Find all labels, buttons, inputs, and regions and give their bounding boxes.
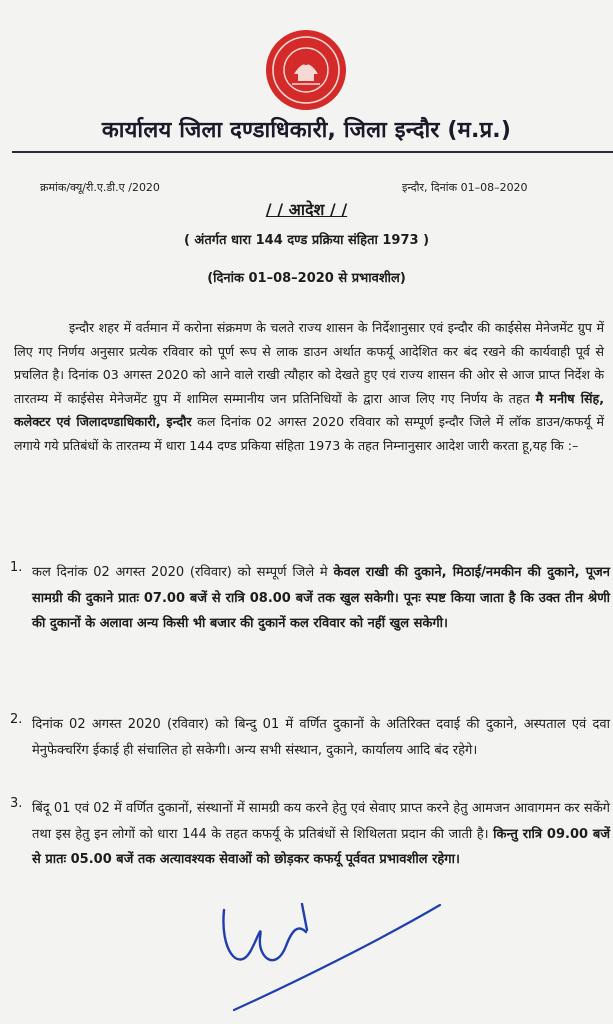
signatory-name: मै मनीष सिंह, कलेक्टर एवं जिलादण्डाधिकारी, इन्दौर	[14, 390, 604, 429]
item-text	[32, 712, 610, 764]
item-number: 2.	[10, 712, 23, 727]
order-preamble	[14, 316, 604, 457]
effective-date: (दिनांक 01–08–2020 से प्रभावशील)	[207, 271, 406, 286]
header-divider	[12, 151, 613, 153]
order-item-3	[6, 796, 610, 873]
order-heading: / / आदेश / /	[265, 200, 348, 219]
section-reference: ( अंतर्गत धारा 144 दण्ड प्रक्रिया संहिता 1973 )	[183, 233, 430, 248]
item-3-text-b: किन्तु रात्रि 09.00 बजें से प्रातः 05.00 बजें तक अत्यावश्यक सेवाओं को छोड़कर कफर्यू पूर्ववत प्रभावशील रहेगा।	[32, 826, 610, 868]
preamble-part-2: कल दिनांक 02 अगस्त 2020 रविवार को सम्पूर्ण इन्दौर जिले में लॉक डाउन/कफर्यू में लगाये गये प्रतिबंधों के तारतम्य में धारा 144 दण्ड प्रकिया संहिता 1973 के तहत निम्नानुसार आदेश जारी करता हू,यह कि :–	[14, 414, 604, 453]
order-item-2	[6, 712, 610, 764]
office-title: कार्यालय जिला दण्डाधिकारी, जिला इन्दौर (म.प्र.)	[101, 118, 512, 143]
item-text	[32, 560, 610, 637]
item-text	[32, 796, 610, 873]
mp-government-seal-logo	[264, 28, 348, 112]
item-2-text-a: दिनांक 02 अगस्त 2020 (रविवार) को बिन्दु 01 में वर्णित दुकानों के अतिरिक्त दवाई की दुकाने, अस्पताल एवं दवा मेनुफेक्चरिंग ईकाई ही संचालित हो सकेगी। अन्य सभी संस्थान, दुकाने, कार्यालय आदि बंद रहेगे।	[32, 717, 610, 758]
place-and-date: इन्दौर, दिनांक 01–08–2020	[402, 181, 528, 194]
item-number: 3.	[10, 796, 23, 811]
item-number: 1.	[10, 560, 23, 575]
reference-number: क्रमांक/क्यू/री.ए.डी.ए /2020	[40, 181, 160, 194]
preamble-part-1: इन्दौर शहर में वर्तमान में करोना संक्रमण के चलते राज्य शासन के निर्देशानुसार एवं इन्दौर की काईसेस मेनेजमेंट ग्रुप में लिए गए निर्णय अनुसार प्रत्येक रविवार को पूर्ण रूप से लाक डाउन अर्थात कफर्यू आदेशित कर बंद रखने की कार्यवाही पूर्व से प्रचलित है। दिनांक 03 अगस्त 2020 को आने वाले राखी त्यौहार को देखते हुए एवं राज्य शासन की ओर से आज प्राप्त निर्देश के तारतम्य में काईसेस मेनेजमेंट ग्रुप में शामिल सम्मानीय जन प्रतिनिधियों के द्वारा आज लिए गए निर्णय के तहत	[14, 320, 604, 406]
item-1-text-b: केवल राखी की दुकाने, मिठाई/नमकीन की दुकाने, पूजन सामग्री की दुकाने प्रातः 07.00 बजें से रात्रि 08.00 बजें तक खुल सकेगी। पूनः स्पष्ट किया जाता है कि उक्त तीन श्रेणी की दुकानों के अलावा अन्य किसी भी बजार की दुकानें कल रविवार को नहीं खुल सकेगी।	[32, 565, 611, 632]
item-3-text-a: बिंदू 01 एवं 02 में वर्णित दुकानों, संस्थानों में सामग्री कय करने हेतु एवं सेवाए प्राप्त करने हेतु आमजन आवागमन कर सकेंगे तथा इस हेतु इन लोगों को धारा 144 के तहत कफर्यू के प्रतिबंधों से शिथिलता प्रदान की जाती है।	[32, 801, 610, 842]
handwritten-signature	[210, 880, 500, 1015]
item-1-text-a: कल दिनांक 02 अगस्त 2020 (रविवार) को सम्पूर्ण जिले मे	[32, 565, 328, 580]
order-item-1	[6, 560, 610, 637]
